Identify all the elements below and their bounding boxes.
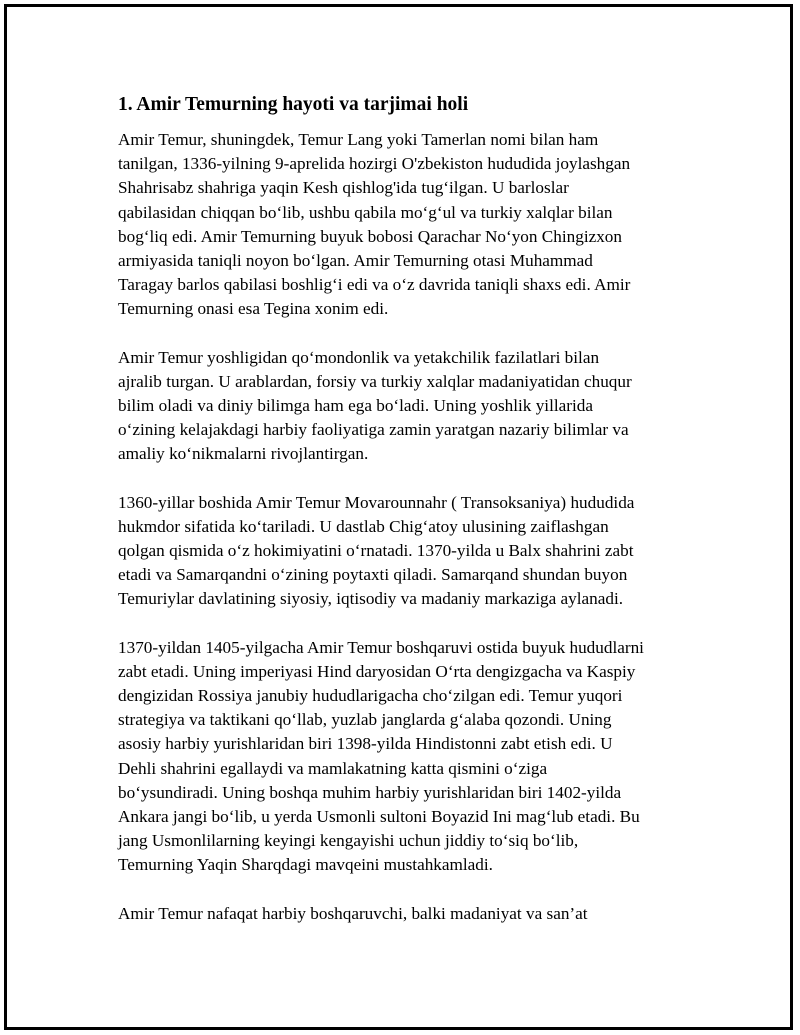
text-line: armiyasida taniqli noyon bo‘lgan. Amir Temurning otasi Muhammad (118, 251, 593, 271)
text-line: bilim oladi va diniy bilimga ham ega bo‘ladi. Uning yoshlik yillarida (118, 396, 593, 416)
text-line: qolgan qismida o‘z hokimiyatini o‘rnatadi. 1370-yilda u Balx shahrini zabt (118, 541, 634, 561)
text-line: asosiy harbiy yurishlaridan biri 1398-yilda Hindistonni zabt etish edi. U (118, 734, 613, 754)
text-line: Temurning onasi esa Tegina xonim edi. (118, 299, 389, 319)
paragraph-5 (118, 902, 698, 926)
text-line: strategiya va taktikani qo‘llab, yuzlab janglarda g‘alaba qozondi. Uning (118, 710, 612, 730)
text-line: qabilasidan chiqqan bo‘lib, ushbu qabila mo‘g‘ul va turkiy xalqlar bilan (118, 202, 613, 222)
text-line: Taragay barlos qabilasi boshlig‘i edi va o‘z davrida taniqli shaxs edi. Amir (118, 275, 631, 295)
paragraph-3 (118, 491, 698, 612)
text-line: amaliy ko‘nikmalarni rivojlantirgan. (118, 444, 369, 464)
text-line: Dehli shahrini egallaydi va mamlakatning katta qismini o‘ziga (118, 758, 548, 778)
text-line: Temuriylar davlatining siyosiy, iqtisodiy va madaniy markaziga aylanadi. (118, 589, 624, 609)
text-line: 1370-yildan 1405-yilgacha Amir Temur boshqaruvi ostida buyuk hududlarni (118, 637, 644, 657)
text-line: hukmdor sifatida ko‘tariladi. U dastlab Chig‘atoy ulusining zaiflashgan (118, 516, 609, 536)
text-line: o‘zining kelajakdagi harbiy faoliyatiga zamin yaratgan nazariy bilimlar va (118, 420, 629, 440)
section-heading: 1. Amir Temurning hayoti va tarjimai holi (118, 94, 469, 115)
text-line: tanilgan, 1336-yilning 9-aprelida hozirgi O'zbekiston hududida joylashgan (118, 154, 631, 174)
text-line: zabt etadi. Uning imperiyasi Hind daryosidan O‘rta dengizgacha va Kaspiy (118, 661, 636, 681)
text-line: Amir Temur yoshligidan qo‘mondonlik va yetakchilik fazilatlari bilan (118, 347, 600, 367)
text-line: Shahrisabz shahriga yaqin Kesh qishlog'ida tug‘ilgan. U barloslar (118, 178, 569, 198)
paragraph-4 (118, 636, 698, 878)
text-line: Amir Temur nafaqat harbiy boshqaruvchi, balki madaniyat va san’at (118, 903, 588, 923)
text-line: Temurning Yaqin Sharqdagi mavqeini mustahkamladi. (118, 855, 493, 875)
paragraph-1 (118, 128, 698, 322)
text-line: etadi va Samarqandni o‘zining poytaxti qiladi. Samarqand shundan buyon (118, 565, 628, 585)
text-line: bo‘ysundiradi. Uning boshqa muhim harbiy yurishlaridan biri 1402-yilda (118, 782, 622, 802)
text-line: jang Usmonlilarning keyingi kengayishi uchun jiddiy to‘siq bo‘lib, (118, 831, 579, 851)
document-content (118, 92, 698, 950)
text-line: dengizidan Rossiya janubiy hududlarigacha cho‘zilgan edi. Temur yuqori (118, 686, 623, 706)
text-line: Amir Temur, shuningdek, Temur Lang yoki Tamerlan nomi bilan ham (118, 130, 599, 149)
text-line: 1360-yillar boshida Amir Temur Movarounnahr ( Transoksaniya) hududida (118, 492, 635, 512)
text-line: Ankara jangi bo‘lib, u yerda Usmonli sultoni Boyazid Ini mag‘lub etadi. Bu (118, 807, 640, 827)
text-line: bog‘liq edi. Amir Temurning buyuk bobosi Qarachar No‘yon Chingizxon (118, 226, 622, 246)
paragraph-2 (118, 346, 698, 467)
text-line: ajralib turgan. U arablardan, forsiy va turkiy xalqlar madaniyatidan chuqur (118, 371, 632, 391)
